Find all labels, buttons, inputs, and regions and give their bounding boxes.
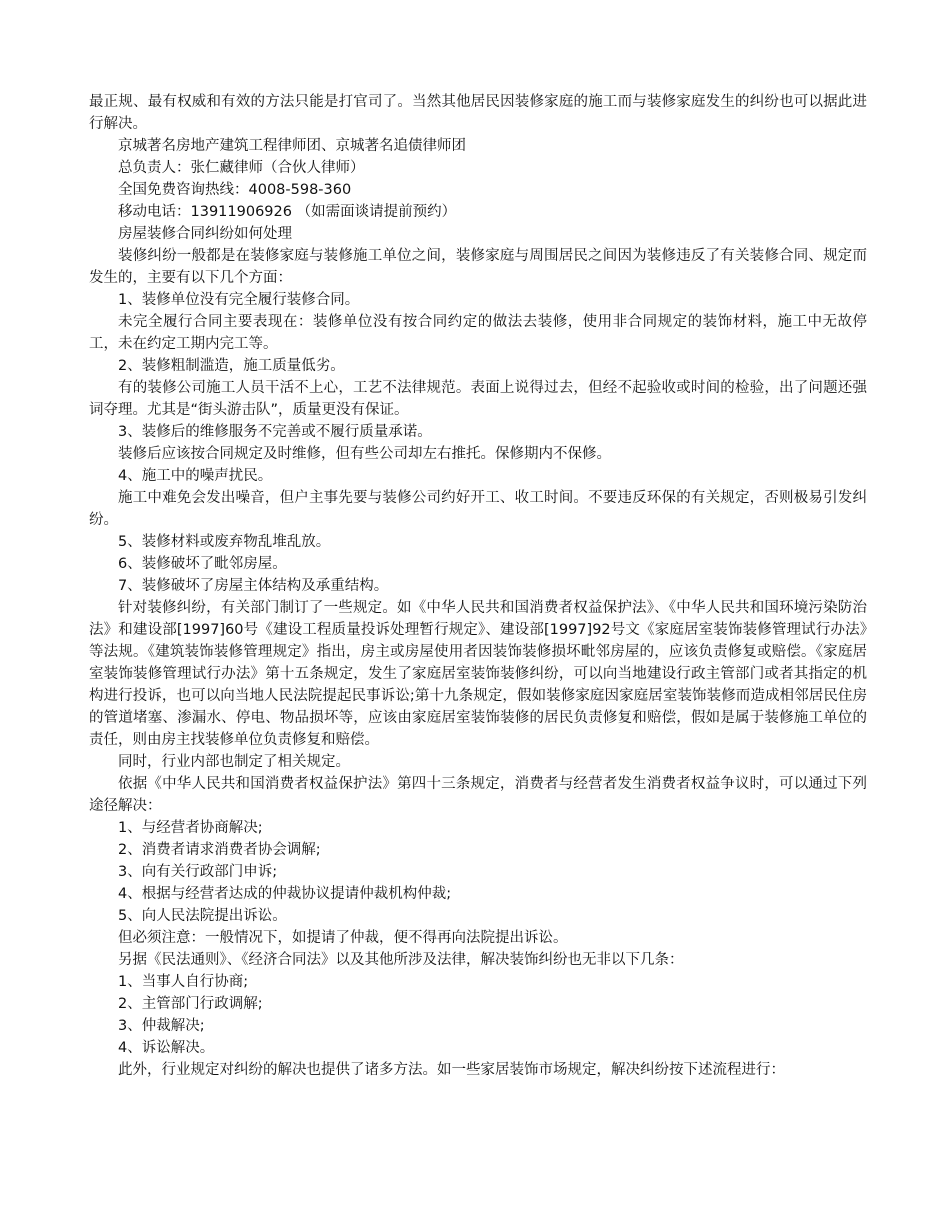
paragraph: 装修后应该按合同规定及时维修，但有些公司却左右推托。保修期内不保修。	[118, 446, 611, 462]
paragraph: 装修纠纷一般都是在装修家庭与装修施工单位之间，装修家庭与周围居民之间因为装修违反了有关装修合同、规定而发生的，主要有以下几个方面：	[89, 248, 867, 286]
paragraph: 3、向有关行政部门申诉;	[118, 864, 278, 880]
paragraph: 有的装修公司施工人员干活不上心，工艺不法律规范。表面上说得过去，但经不起验收或时间的检验，出了问题还强词夺理。尤其是“街头游击队”，质量更没有保证。	[89, 380, 867, 418]
paragraph: 5、向人民法院提出诉讼。	[118, 908, 287, 924]
paragraph: 同时，行业内部也制定了相关规定。	[118, 754, 350, 770]
paragraph: 7、装修破坏了房屋主体结构及承重结构。	[118, 578, 389, 594]
paragraph: 最正规、最有权威和有效的方法只能是打官司了。当然其他居民因装修家庭的施工而与装修家庭发生的纠纷也可以据此进行解决。	[89, 94, 867, 132]
paragraph: 针对装修纠纷，有关部门制订了一些规定。如《中华人民共和国消费者权益保护法》、《中华人民共和国环境污染防治法》和建设部[1997]60号《建设工程质量投诉处理暂行规定》、建设部[1997]92号文《家庭居室装饰装修管理试行办法》等法规。《建筑装饰装修管理规定》指出，房主或房屋使用者因装饰装修损坏毗邻房屋的，应该负责修复或赔偿。《家庭居室装饰装修管理试行办法》第十五条规定，发生了家庭居室装饰装修纠纷，可以向当地建设行政主管部门或者其指定的机构进行投诉，也可以向当地人民法院提起民事诉讼;第十九条规定，假如装修家庭因家庭居室装饰装修而造成相邻居民住房的管道堵塞、渗漏水、停电、物品损坏等，应该由家庭居室装饰装修的居民负责修复和赔偿，假如是属于装修施工单位的责任，则由房主找装修单位负责修复和赔偿。	[89, 600, 867, 748]
paragraph: 4、诉讼解决。	[118, 1040, 215, 1056]
paragraph: 2、装修粗制滥造，施工质量低劣。	[118, 358, 345, 374]
paragraph: 2、消费者请求消费者协会调解;	[118, 842, 321, 858]
paragraph: 1、与经营者协商解决;	[118, 820, 263, 836]
paragraph: 6、装修破坏了毗邻房屋。	[118, 556, 287, 572]
paragraph: 但必须注意：一般情况下，如提请了仲裁，便不得再向法院提出诉讼。	[118, 930, 568, 946]
paragraph: 3、装修后的维修服务不完善或不履行质量承诺。	[118, 424, 432, 440]
paragraph: 总负责人：张仁藏律师（合伙人律师）	[118, 160, 365, 176]
paragraph: 2、主管部门行政调解;	[118, 996, 263, 1012]
paragraph: 京城著名房地产建筑工程律师团、京城著名追债律师团	[118, 138, 466, 154]
paragraph: 4、施工中的噪声扰民。	[118, 468, 273, 484]
document-body	[89, 91, 867, 1081]
paragraph: 依据《中华人民共和国消费者权益保护法》第四十三条规定，消费者与经营者发生消费者权益争议时，可以通过下列途径解决：	[89, 776, 867, 814]
paragraph: 另据《民法通则》、《经济合同法》以及其他所涉及法律，解决装饰纠纷也无非以下几条：	[118, 952, 684, 968]
paragraph: 未完全履行合同主要表现在：装修单位没有按合同约定的做法去装修，使用非合同规定的装饰材料，施工中无故停工，未在约定工期内完工等。	[89, 314, 867, 352]
paragraph: 房屋装修合同纠纷如何处理	[118, 226, 292, 242]
paragraph: 此外，行业规定对纠纷的解决也提供了诸多方法。如一些家居装饰市场规定，解决纠纷按下述流程进行：	[118, 1062, 785, 1078]
paragraph: 5、装修材料或废弃物乱堆乱放。	[118, 534, 331, 550]
paragraph: 全国免费咨询热线：4008-598-360	[118, 182, 352, 198]
paragraph: 1、装修单位没有完全履行装修合同。	[118, 292, 360, 308]
paragraph: 施工中难免会发出噪音，但户主事先要与装修公司约好开工、收工时间。不要违反环保的有关规定，否则极易引发纠纷。	[89, 490, 867, 528]
paragraph: 4、根据与经营者达成的仲裁协议提请仲裁机构仲裁;	[118, 886, 452, 902]
paragraph: 1、当事人自行协商;	[118, 974, 249, 990]
paragraph: 移动电话：13911906926 （如需面谈请提前预约）	[118, 204, 457, 220]
paragraph: 3、仲裁解决;	[118, 1018, 205, 1034]
